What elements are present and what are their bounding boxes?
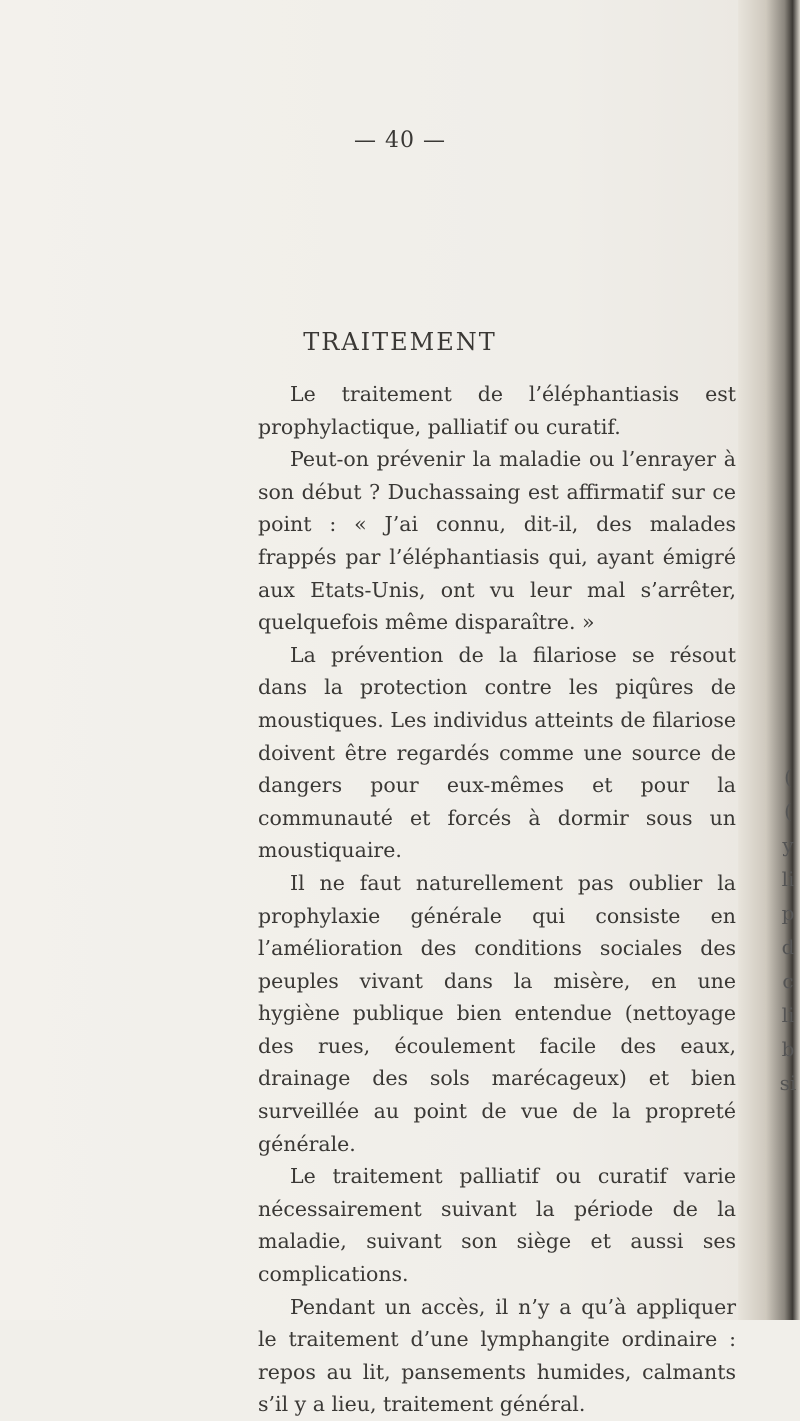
adjacent-page-fragment: p [781,901,795,925]
adjacent-page-fragment: c [782,969,794,993]
adjacent-page-fragments [778,760,798,1100]
adjacent-page-fragment: li [781,1003,795,1027]
paragraph: Pendant un accès, il n’y a qu’à appliquer le traitement d’une lymphangite ordinaire : repos au lit, pansements humides, calmants s’il y a lieu, traitement général. [258,1294,736,1417]
paragraph: Il ne faut naturellement pas oublier la prophylaxie générale qui consiste en l’amélioration des conditions sociales des peuples vivant dans la misère, en une hygiène publique bien entendue (nettoyage des rues, écoulement facile des eaux, drainage des sols marécageux) et bien surveillée au point de vue de la propreté générale. [258,870,736,1156]
adjacent-page-fragment: ( [784,799,792,823]
section-title: TRAITEMENT [303,328,497,356]
adjacent-page-fragment: y [782,833,794,857]
adjacent-page-fragment: li [781,867,795,891]
paragraph: La prévention de la filariose se résout dans la protection contre les piqûres de moustiques. Les individus atteints de filariose doivent être regardés comme une source de dangers pour eux-mêmes et pour la communauté et forcés à dormir sous un moustiquaire. [258,642,736,863]
paragraph: Le traitement palliatif ou curatif varie nécessairement suivant la période de la maladie, suivant son siège et aussi ses complications. [258,1164,736,1287]
book-gutter-shadow [738,0,800,1320]
adjacent-page-fragment: ( [784,765,792,789]
page-number: — 40 — [354,128,446,153]
adjacent-page-fragment: si [779,1071,797,1095]
adjacent-page-fragment: d [781,935,795,959]
body-text [258,378,736,1421]
adjacent-page-fragment: b [781,1037,795,1061]
paragraph: Peut-on prévenir la maladie ou l’enrayer à son début ? Duchassaing est affirmatif sur ce point : « J’ai connu, dit-il, des malades frappés par l’éléphantiasis qui, ayant émigré aux Etats-Unis, ont vu leur mal s’arrêter, quelquefois même disparaître. » [258,447,736,635]
paragraph: Le traitement de l’éléphantiasis est prophylactique, palliatif ou curatif. [258,382,736,439]
